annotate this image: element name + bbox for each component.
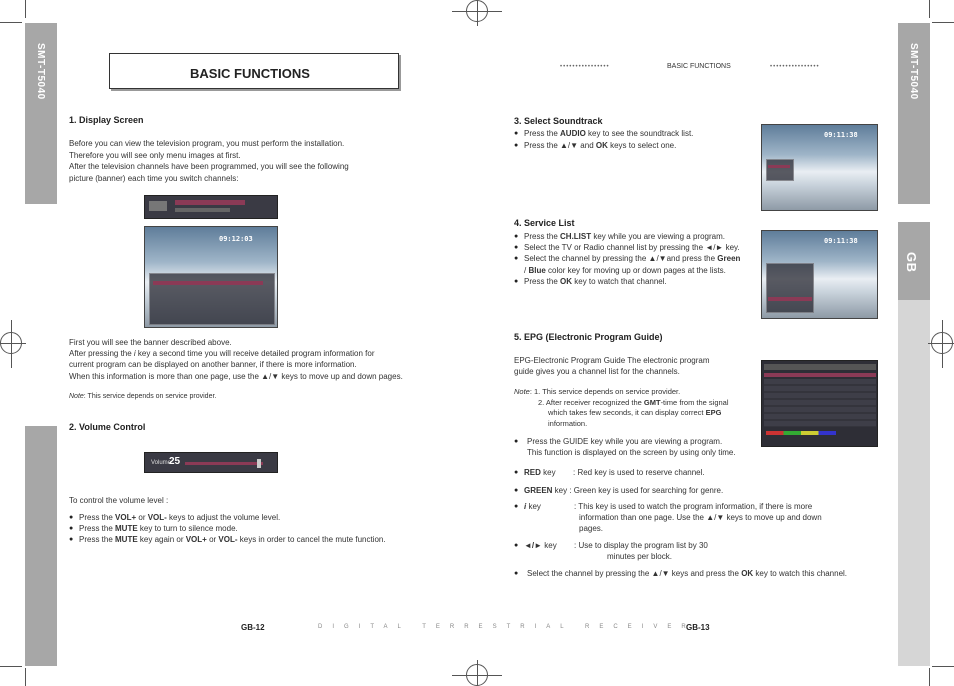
text: : Use to display the program list by 30 <box>574 541 708 550</box>
text: After pressing the <box>69 349 134 359</box>
key-ok: OK <box>741 569 754 578</box>
page-number-left: GB-12 <box>241 623 265 632</box>
bullet-item <box>514 128 754 139</box>
key-vol-minus: VOL- <box>218 535 238 545</box>
registration-line <box>11 320 12 368</box>
registration-line <box>477 0 478 26</box>
paragraph-line: picture (banner) each time you switch channels: <box>69 173 239 183</box>
left-sidebar-top <box>25 23 57 204</box>
text: key to see the soundtrack list. <box>585 129 694 138</box>
service-list-highlight <box>768 297 812 301</box>
paragraph-line <box>69 348 469 359</box>
note-label: Note <box>69 393 84 400</box>
text: Select the channel by pressing the ▲/▼and press the <box>524 254 718 264</box>
key-mute: MUTE <box>115 524 138 534</box>
key-blue: Blue <box>528 265 546 275</box>
epg-note <box>514 387 759 429</box>
key-vol-plus: VOL+ <box>185 535 207 545</box>
paragraph-line: current program can be displayed on another banner, if there is more information. <box>69 360 357 370</box>
bullet-item <box>514 501 854 512</box>
page-title: BASIC FUNCTIONS <box>190 66 310 81</box>
note-label: Note <box>514 387 530 396</box>
service-list-bullets <box>514 231 764 287</box>
text: key to watch this channel. <box>753 569 848 578</box>
key-ok: OK <box>595 141 608 151</box>
paragraph-line: guide gives you a channel list for the channels. <box>514 367 680 377</box>
text: Press the ▲/▼ and <box>524 141 596 151</box>
epg-intro <box>514 355 754 377</box>
volume-bar-screenshot <box>144 452 278 473</box>
note-line <box>514 408 759 419</box>
crop-mark <box>929 0 930 18</box>
text: keys to select one. <box>607 141 677 151</box>
key-audio: AUDIO <box>560 129 586 138</box>
display-screen-text <box>69 138 439 184</box>
volume-intro: To control the volume level : <box>69 496 169 505</box>
bullet-item <box>514 467 814 478</box>
epg-green-key <box>514 485 814 496</box>
bullet-item: ● Press the GUIDE key while you are viewing a program. <box>514 436 764 447</box>
epg-screenshot <box>761 360 878 447</box>
note-line <box>514 387 759 398</box>
clock-readout: 09:11:38 <box>824 131 858 139</box>
page-title-box <box>109 53 399 89</box>
section-title-display-screen: 1. Display Screen <box>69 115 144 125</box>
text: or <box>206 535 219 545</box>
text: : This key is used to watch the program information, if there is more <box>574 502 813 511</box>
info-panel-highlight <box>153 281 263 285</box>
bullet-item <box>69 523 449 534</box>
text: key to turn to silence mode. <box>137 524 238 534</box>
header-title-right: BASIC FUNCTIONS <box>667 63 731 70</box>
registration-line <box>942 320 943 368</box>
text: / <box>524 265 529 275</box>
section-title-soundtrack: 3. Select Soundtrack <box>514 116 603 126</box>
soundtrack-list-panel <box>766 159 794 181</box>
epg-header-bar <box>764 364 876 370</box>
banner-description <box>69 337 469 382</box>
crop-mark <box>929 668 930 686</box>
bullet-item: ● Select the TV or Radio channel list by pressing the ◄/► key. <box>514 242 764 253</box>
key-chlist: CH.LIST <box>560 232 592 241</box>
soundtrack-highlight <box>768 165 790 168</box>
bullet-item <box>514 540 814 551</box>
crop-mark <box>25 0 26 18</box>
section-title-epg: 5. EPG (Electronic Program Guide) <box>514 332 663 342</box>
key-green: Green <box>717 254 741 264</box>
text: or <box>136 513 148 522</box>
key-vol-plus: VOL+ <box>115 513 137 522</box>
clock-readout: 09:12:03 <box>219 235 253 243</box>
paragraph-line: This function is displayed on the screen by using only time. <box>527 448 736 458</box>
text: key <box>540 468 556 477</box>
note-display-screen <box>69 391 216 402</box>
key-ok: OK <box>560 276 573 286</box>
registration-line <box>0 343 26 344</box>
page-number-right: GB-13 <box>686 623 710 632</box>
banner-bar <box>175 208 230 212</box>
registration-line <box>477 660 478 686</box>
key-epg: EPG <box>705 408 722 417</box>
bullet-item <box>69 534 449 545</box>
text: key <box>526 502 541 511</box>
key-red: RED <box>524 468 541 477</box>
volume-value: 25 <box>169 456 181 467</box>
service-list-screenshot <box>761 230 878 319</box>
key-left-right: ◄/► <box>524 541 543 550</box>
epg-red-key <box>514 467 814 478</box>
epg-i-key <box>514 501 854 535</box>
text: keys to adjust the volume level. <box>166 513 281 522</box>
footer-title: DIGITAL TERRESTRIAL RECEIVER <box>318 624 696 630</box>
service-list-panel <box>766 263 814 313</box>
crop-mark <box>932 22 954 23</box>
crop-mark <box>0 22 22 23</box>
text: key to watch that channel. <box>572 276 667 286</box>
text: : 1. This service depends on service provider. <box>529 387 681 396</box>
header-dots-right: •••••••••••••••• <box>770 64 820 70</box>
note-text: : This service depends on service provider. <box>83 393 217 400</box>
program-info-screenshot <box>144 226 278 328</box>
header-dots-left: •••••••••••••••• <box>560 64 610 70</box>
text: Press the <box>79 513 116 522</box>
key-vol-minus: VOL- <box>147 513 167 522</box>
bullet-item <box>514 140 754 151</box>
gb-tab-label: GB <box>904 252 920 273</box>
model-label-right: SMT-T5040 <box>908 43 920 100</box>
left-sidebar-bottom <box>25 426 57 666</box>
volume-label: Volume <box>151 460 172 466</box>
bullet-item <box>514 485 814 496</box>
gb-tab <box>898 222 930 300</box>
epg-lr-key <box>514 540 814 562</box>
volume-bullets <box>69 512 449 546</box>
bullet-item <box>69 512 449 523</box>
text: Press the <box>524 232 561 241</box>
bullet-item <box>514 253 764 275</box>
text: keys in order to cancel the mute function. <box>237 535 386 545</box>
text: Press the <box>524 129 561 138</box>
key-green: GREEN <box>524 486 553 495</box>
paragraph-line: minutes per block. <box>607 552 672 562</box>
clock-readout: 09:11:38 <box>824 237 858 245</box>
text: Select the channel by pressing the ▲/▼ keys and press the <box>527 569 742 578</box>
paragraph-line: Before you can view the television program, you must perform the installation. <box>69 139 345 148</box>
channel-banner-screenshot <box>144 195 278 219</box>
soundtrack-bullets <box>514 128 754 151</box>
right-sidebar-top <box>898 23 930 204</box>
epg-row-highlight <box>764 373 876 377</box>
note-line: information. <box>548 418 588 428</box>
paragraph-line: pages. <box>579 524 604 534</box>
epg-grid <box>764 379 876 427</box>
text: key <box>542 541 557 550</box>
banner-logo-icon <box>149 201 167 211</box>
volume-track <box>185 462 263 465</box>
key-mute: MUTE <box>115 535 138 545</box>
text: key : Green key is used for searching for genre. <box>552 486 724 495</box>
epg-guide <box>514 436 764 458</box>
volume-thumb <box>257 459 261 468</box>
banner-bar <box>175 200 245 205</box>
crop-mark <box>932 666 954 667</box>
soundtrack-screenshot <box>761 124 878 211</box>
text: 2. After receiver recognized the <box>538 397 644 407</box>
bullet-item <box>514 276 764 287</box>
bullet-item <box>514 231 764 242</box>
registration-line <box>928 343 954 344</box>
crop-mark <box>0 666 22 667</box>
text: key again or <box>137 535 186 545</box>
text: color key for moving up or down pages at the lists. <box>545 265 726 275</box>
epg-last <box>514 568 894 579</box>
paragraph-line: First you will see the banner described above. <box>69 338 232 347</box>
key-i: i <box>524 502 527 511</box>
section-title-service-list: 4. Service List <box>514 218 575 228</box>
text: : Red key is used to reserve channel. <box>573 468 705 477</box>
paragraph-line: When this information is more than one page, use the ▲/▼ keys to move up and down pages. <box>69 371 403 381</box>
text: Press the <box>79 524 116 534</box>
paragraph-line: EPG-Electronic Program Guide The electronic program <box>514 356 710 365</box>
crop-mark <box>25 668 26 686</box>
text: key a second time you will receive detailed program information for <box>135 349 375 359</box>
text: key while you are viewing a program. <box>591 232 725 241</box>
model-label-left: SMT-T5040 <box>35 43 47 100</box>
note-line <box>514 398 759 409</box>
i-key-text: i <box>133 349 136 359</box>
paragraph-line: After the television channels have been programmed, you will see the following <box>69 162 349 172</box>
text: which takes few seconds, it can display correct <box>548 408 706 417</box>
text: -time from the signal <box>660 397 729 407</box>
section-title-volume: 2. Volume Control <box>69 422 146 432</box>
text: Press the <box>524 276 561 286</box>
paragraph-line: Therefore you will see only menu images at first. <box>69 151 241 161</box>
bullet-item <box>514 568 894 579</box>
epg-color-keys <box>766 431 836 435</box>
text: Press the <box>79 535 116 545</box>
paragraph-line: information than one page. Use the ▲/▼ keys to move up and down <box>579 513 822 523</box>
key-gmt: GMT <box>643 397 661 407</box>
